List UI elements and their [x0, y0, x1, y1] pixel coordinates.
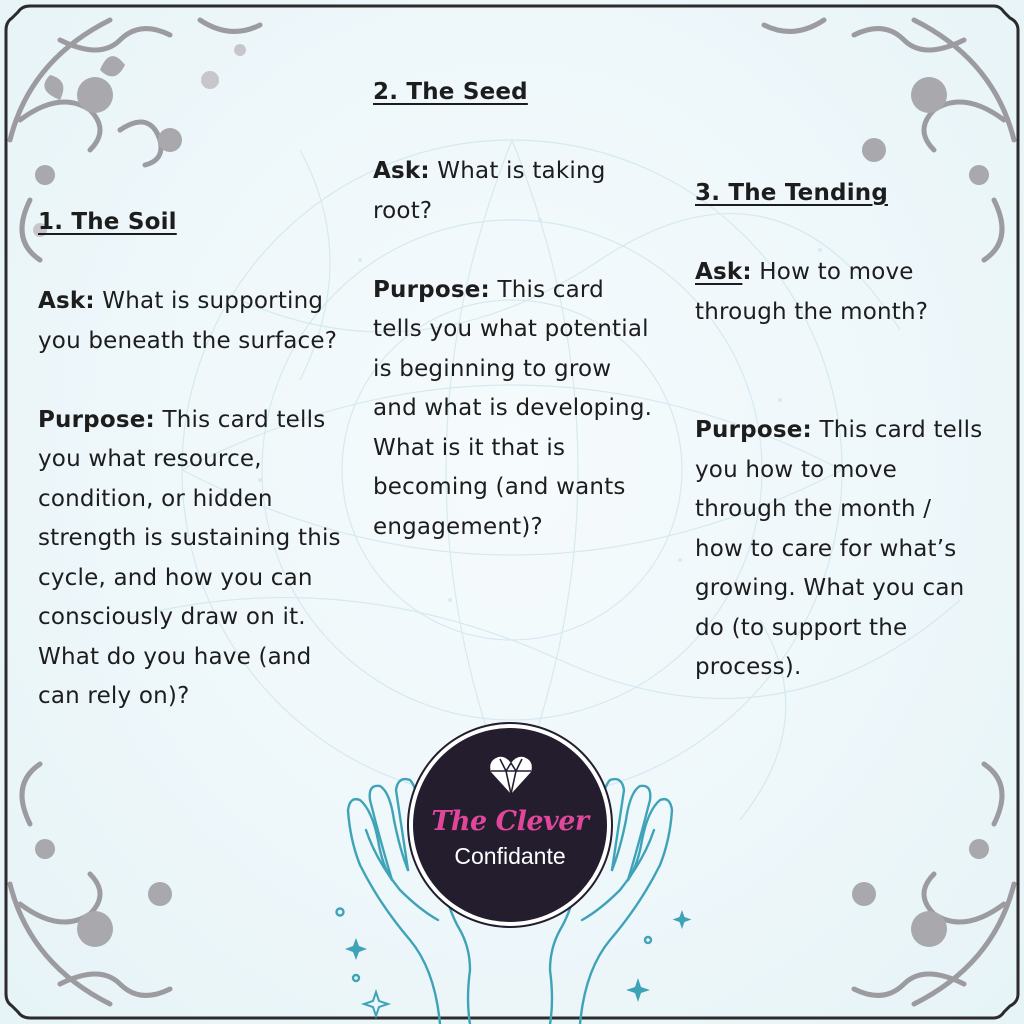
- card-column-tending: [695, 174, 985, 688]
- purpose-text: [373, 271, 653, 548]
- logo-text-line1: The Clever: [431, 806, 589, 837]
- brand-logo: [413, 728, 607, 922]
- ask-label: Ask:: [38, 288, 95, 314]
- column-heading: 1. The Soil: [38, 209, 177, 235]
- purpose-label: Purpose:: [695, 417, 812, 443]
- card-column-soil: [38, 203, 344, 717]
- ask-question: What is supporting you beneath the surface?: [38, 288, 338, 354]
- ask-label: Ask:: [373, 158, 430, 184]
- column-heading: 3. The Tending: [695, 180, 889, 206]
- column-heading: 2. The Seed: [373, 79, 528, 105]
- diamond-heart-icon: [488, 754, 534, 796]
- purpose-label: Purpose:: [373, 276, 490, 303]
- purpose-description: This card tells you what resource, condition, or hidden strength is sustaining this cycle, and how you can consciously draw on it. What do you have (and can rely on)?: [38, 406, 341, 709]
- card-column-seed: [373, 73, 653, 547]
- purpose-description: This card tells you how to move through the month / how to care for what’s growing. What you can do (to support the process).: [695, 417, 983, 680]
- ask-text: [695, 253, 985, 332]
- ask-question: How to move through the month?: [695, 259, 929, 325]
- purpose-description: This card tells you what potential is beginning to grow and what is developing. What is it that is becoming (and wants engagement)?: [373, 276, 653, 540]
- floral-corner-ornament: [0, 704, 320, 1024]
- floral-corner-ornament: [704, 704, 1024, 1024]
- ask-colon: :: [742, 259, 752, 285]
- ask-label: Ask: [695, 259, 743, 285]
- purpose-text: [695, 411, 985, 688]
- purpose-label: Purpose:: [38, 406, 155, 433]
- purpose-text: [38, 401, 344, 717]
- ask-text: [373, 152, 653, 231]
- logo-text-line2: Confidante: [454, 843, 566, 869]
- ask-question: What is taking root?: [373, 158, 606, 224]
- ask-text: [38, 282, 344, 361]
